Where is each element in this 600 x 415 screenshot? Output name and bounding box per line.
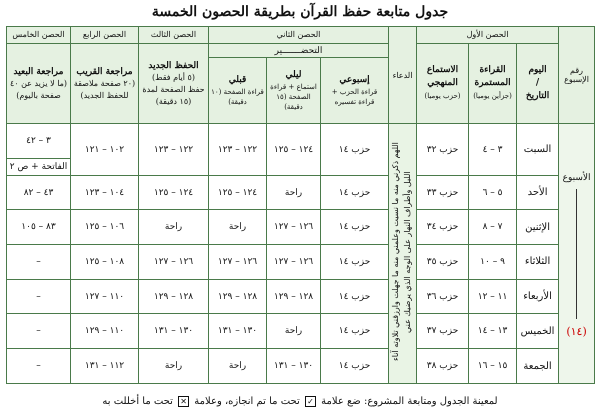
listening-cell: حزب ٣٢ xyxy=(417,124,469,175)
schedule-row xyxy=(7,124,595,159)
near-review-cell: ١٠٤ – ١٢٣ xyxy=(71,175,139,210)
listening-cell: حزب ٣٧ xyxy=(417,314,469,349)
weekly-cell: حزب ١٤ xyxy=(321,245,389,280)
far-review-cell: – xyxy=(7,314,71,349)
weekly-cell: حزب ١٤ xyxy=(321,175,389,210)
near-review-cell: ١١٠ – ١٢٩ xyxy=(71,314,139,349)
new-memorization-cell: ١٢٨ – ١٢٩ xyxy=(139,279,209,314)
far-review-cell: – xyxy=(7,349,71,384)
far-review-cell: ٨٣ – ١٠٥ xyxy=(7,210,71,245)
new-memorization-header: الحفظ الجديد (٥ أيام فقط) حفظ الصفحة لمدة (١٥ دقيقة) xyxy=(139,43,209,124)
far-review-cell: الفاتحة + ص ٢ xyxy=(7,159,71,176)
fortress-fifth: الحصن الخامس xyxy=(7,27,71,44)
listening-cell: حزب ٣٦ xyxy=(417,279,469,314)
reading-cell: ١٣ – ١٤ xyxy=(469,314,517,349)
new-memorization-cell: راحة xyxy=(139,349,209,384)
nightly-cell: راحة xyxy=(267,175,321,210)
new-memorization-cell: ١٣٠ – ١٣١ xyxy=(139,314,209,349)
near-review-cell: ١١٢ – ١٣١ xyxy=(71,349,139,384)
schedule-row xyxy=(7,210,595,245)
fortress-second: الحصن الثاني xyxy=(209,27,389,44)
nightly-cell: ١٣٠ – ١٣١ xyxy=(267,349,321,384)
nightly-cell: ١٢٦ – ١٢٧ xyxy=(267,245,321,280)
schedule-row xyxy=(7,245,595,280)
near-review-cell: ١٠٦ – ١٢٥ xyxy=(71,210,139,245)
listening-header: الاستماع المنهجي (حزب يوميا) xyxy=(417,43,469,124)
weekly-cell: حزب ١٤ xyxy=(321,124,389,175)
schedule-table xyxy=(6,26,595,384)
week-cell xyxy=(559,124,595,384)
weekly-header: إسبوعي قراءة الحزب + قراءة تفسيره xyxy=(321,58,389,124)
dua-cell xyxy=(389,124,417,384)
prior-cell: ١٢٤ – ١٢٥ xyxy=(209,175,267,210)
weekly-cell: حزب ١٤ xyxy=(321,349,389,384)
new-memorization-cell: راحة xyxy=(139,210,209,245)
far-review-cell: ٣ – ٤٢ xyxy=(7,124,71,159)
reading-cell: ٧ – ٨ xyxy=(469,210,517,245)
reading-cell: ٣ – ٤ xyxy=(469,124,517,175)
fortress-header-row xyxy=(7,27,595,44)
weekly-cell: حزب ١٤ xyxy=(321,314,389,349)
schedule-row xyxy=(7,279,595,314)
dua-text: اللهم ذكرني منه ما نسيت وعلمني منه ما جهلت وارزقني تلاوته آناء الليل وأطراف النهار على الوجه الذي يرضيك عني xyxy=(391,142,413,362)
schedule-row xyxy=(7,175,595,210)
nightly-cell: ١٢٦ – ١٢٧ xyxy=(267,210,321,245)
weekly-cell: حزب ١٤ xyxy=(321,279,389,314)
tahdir-header: التحضـــــــير xyxy=(209,43,389,58)
schedule-body xyxy=(7,124,595,384)
prior-cell: راحة xyxy=(209,210,267,245)
new-memorization-cell: ١٢٤ – ١٢٥ xyxy=(139,175,209,210)
prior-cell: ١٣٠ – ١٣١ xyxy=(209,314,267,349)
dua-header: الدعاء xyxy=(389,27,417,124)
nightly-cell: ١٢٤ – ١٢٥ xyxy=(267,124,321,175)
day-cell: الأربعاء xyxy=(517,279,559,314)
schedule-row xyxy=(7,349,595,384)
far-review-header: مراجعة البعيد (ما لا يزيد عن ٤٠ صفحة باليوم) xyxy=(7,43,71,124)
day-cell: الجمعة xyxy=(517,349,559,384)
day-cell: الإثنين xyxy=(517,210,559,245)
listening-cell: حزب ٣٥ xyxy=(417,245,469,280)
far-review-cell: – xyxy=(7,279,71,314)
day-header: اليوم / التاريخ xyxy=(517,43,559,124)
prior-cell: ١٢٨ – ١٢٩ xyxy=(209,279,267,314)
far-review-cell: ٤٣ – ٨٢ xyxy=(7,175,71,210)
nightly-header: ليلي استماع + قراءة الصفحة (١٥ دقيقة) xyxy=(267,58,321,124)
weekly-cell: حزب ١٤ xyxy=(321,210,389,245)
day-cell: الأحد xyxy=(517,175,559,210)
near-review-cell: ١١٠ – ١٢٧ xyxy=(71,279,139,314)
nightly-cell: ١٢٨ – ١٢٩ xyxy=(267,279,321,314)
reading-cell: ١١ – ١٢ xyxy=(469,279,517,314)
fortress-fourth: الحصن الرابع xyxy=(71,27,139,44)
day-cell: الثلاثاء xyxy=(517,245,559,280)
reading-cell: ٥ – ٦ xyxy=(469,175,517,210)
near-review-cell: ١٠٢ – ١٢١ xyxy=(71,124,139,175)
check-box-icon: ✓ xyxy=(305,396,316,407)
near-review-header: مراجعة القريب (٢٠ صفحة ملاصقة للحفظ الجديد) xyxy=(71,43,139,124)
near-review-cell: ١٠٨ – ١٢٥ xyxy=(71,245,139,280)
week-number: (١٤) xyxy=(566,325,587,339)
week-word: الأسبوع xyxy=(562,173,591,184)
tahdir-row xyxy=(7,43,595,58)
reading-header: القراءة المستمرة (جزأين يوميا) xyxy=(469,43,517,124)
page-title: جدول متابعة حفظ القرآن بطريقة الحصون الخمسة xyxy=(151,4,449,20)
prior-cell: راحة xyxy=(209,349,267,384)
new-memorization-cell: ١٢٦ – ١٢٧ xyxy=(139,245,209,280)
listening-cell: حزب ٣٤ xyxy=(417,210,469,245)
reading-cell: ١٥ – ١٦ xyxy=(469,349,517,384)
day-cell: السبت xyxy=(517,124,559,175)
fortress-first: الحصن الأول xyxy=(417,27,559,44)
day-cell: الخميس xyxy=(517,314,559,349)
prior-cell: ١٢٢ – ١٢٣ xyxy=(209,124,267,175)
reading-cell: ٩ – ١٠ xyxy=(469,245,517,280)
prior-cell: ١٢٦ – ١٢٧ xyxy=(209,245,267,280)
nightly-cell: راحة xyxy=(267,314,321,349)
footer-instructions: لمعينة الجدول ومتابعة المشروع: ضع علامة ✓ تحت ما تم انجازه، وعلامة ✕ تحت ما أخللت به xyxy=(102,396,498,407)
schedule-row xyxy=(7,314,595,349)
far-review-cell: – xyxy=(7,245,71,280)
fortress-third: الحصن الثالث xyxy=(139,27,209,44)
prior-header: قبلي قراءة الصفحة (١٠ دقيقة) xyxy=(209,58,267,124)
week-divider xyxy=(576,189,577,319)
listening-cell: حزب ٣٣ xyxy=(417,175,469,210)
listening-cell: حزب ٣٨ xyxy=(417,349,469,384)
new-memorization-cell: ١٢٢ – ١٢٣ xyxy=(139,124,209,175)
x-box-icon: ✕ xyxy=(178,396,189,407)
week-header: رقم الإسبوع xyxy=(559,27,595,124)
